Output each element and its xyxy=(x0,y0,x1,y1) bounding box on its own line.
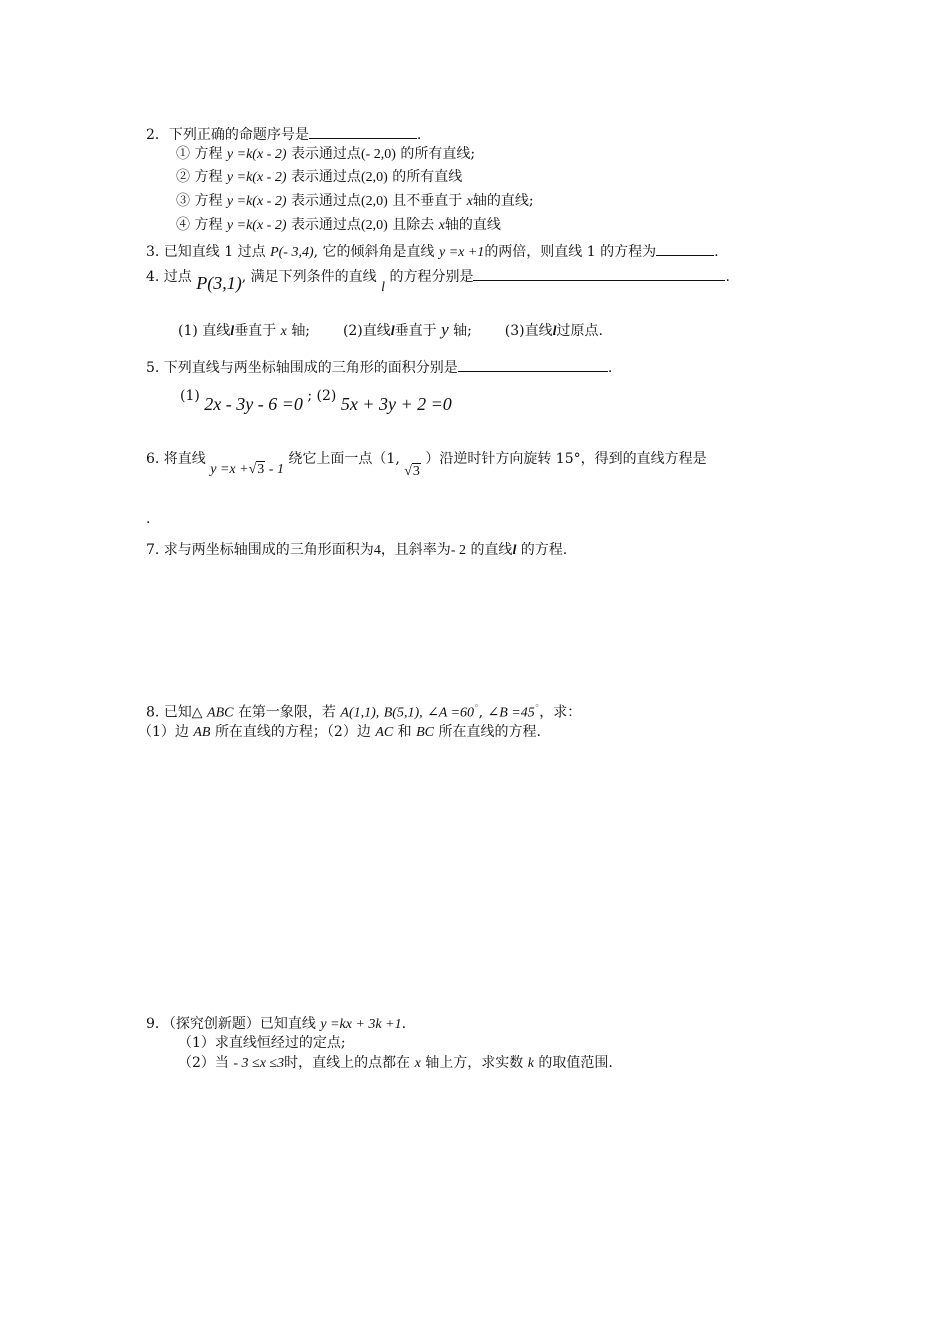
q7-stem: 7. 求与两坐标轴围成的三角形面积为4，且斜率为- 2 的直线l 的方程. xyxy=(146,542,568,558)
q2-stem: 2．下列正确的命题序号是 . xyxy=(146,124,421,144)
q2-answer-blank[interactable] xyxy=(309,124,417,139)
sqrt-icon: √3 xyxy=(248,462,265,477)
q9-sub-2: （2）当 - 3 ≤x ≤3时，直线上的点都在 x 轴上方，求实数 k 的取值范围. xyxy=(178,1055,613,1071)
q2-item-3: ③ 方程 y =k(x - 2) 表示通过点(2,0) 且不垂直于 x轴的直线; xyxy=(176,193,534,209)
q4-answer-blank[interactable] xyxy=(473,266,725,281)
q6-answer-dot: . xyxy=(146,511,151,527)
q6-line-eq: y =x +√3 - 1 xyxy=(210,462,284,477)
q2-stem-text: 2．下列正确的命题序号是 xyxy=(146,127,309,143)
q4-parts: (1) 直线l垂直于 x 轴; (2)直线l垂直于 y 轴; (3)直线l过原点. xyxy=(178,320,603,339)
q8-stem: 8. 已知△ ABC 在第一象限，若 A(1,1), B(5,1), ∠A =60°, ∠B =45°，求： xyxy=(146,704,582,721)
q6-stem: 6. 将直线 y =x +√3 - 1 绕它上面一点（1, √3 ）沿逆时针方向旋转 15°，得到的直线方程是 xyxy=(146,451,707,479)
q4-stem: 4. 过点 P(3,1), 满足下列条件的直线 l 的方程分别是 . xyxy=(146,266,730,287)
q5-equations: (1) 2x - 3y - 6 =0 ; (2) 5x + 3y + 2 =0 xyxy=(180,388,452,414)
q5-answer-blank[interactable] xyxy=(458,357,608,372)
q3-answer-blank[interactable] xyxy=(656,241,714,256)
degree-mark-icon: ° xyxy=(534,704,540,714)
q9-stem: 9．（探究创新题）已知直线 y =kx + 3k +1. xyxy=(146,1016,407,1032)
q2-item-4: ④ 方程 y =k(x - 2) 表示通过点(2,0) 且除去 x轴的直线 xyxy=(176,217,501,233)
q8-subparts: （1）边 AB 所在直线的方程；（2）边 AC 和 BC 所在直线的方程. xyxy=(138,724,541,740)
q6-point-sqrt: √3 xyxy=(404,464,420,479)
q2-item-2: ② 方程 y =k(x - 2) 表示通过点(2,0) 的所有直线 xyxy=(176,169,463,185)
q2-item-1: ① 方程 y =k(x - 2) 表示通过点(- 2,0) 的所有直线; xyxy=(176,146,476,162)
q9-sub-1: （1）求直线恒经过的定点; xyxy=(178,1035,346,1051)
q5-stem: 5. 下列直线与两坐标轴围成的三角形的面积分别是 . xyxy=(146,357,612,377)
q3-stem: 3. 已知直线 1 过点 P(- 3,4), 它的倾斜角是直线 y =x +1的两倍，则直线 1 的方程为 . xyxy=(146,241,719,262)
degree-mark-icon: ° xyxy=(474,704,479,714)
